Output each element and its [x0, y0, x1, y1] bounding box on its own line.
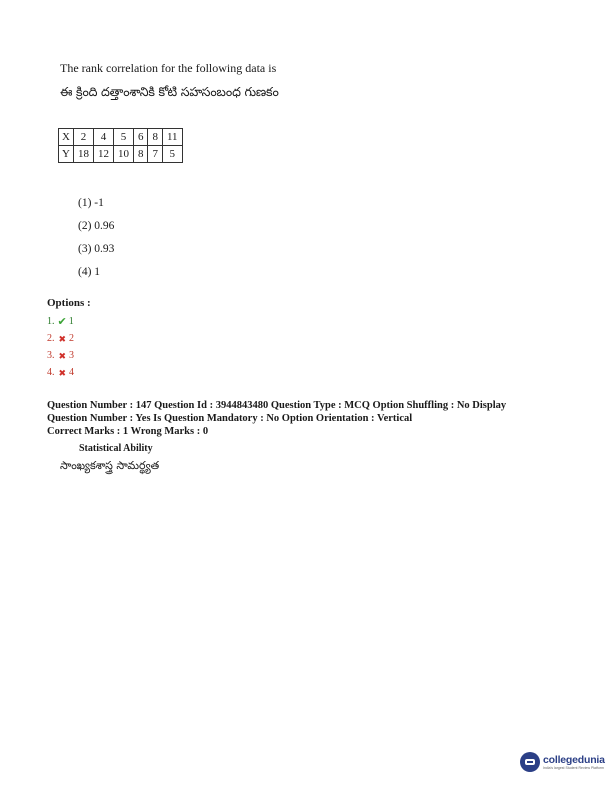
option-number: 4. [47, 366, 55, 378]
choice-item: (3) 0.93 [78, 243, 115, 255]
table-cell: 10 [113, 146, 133, 163]
table-cell: 12 [93, 146, 113, 163]
table-cell: 6 [133, 129, 148, 146]
subject-title-telugu: సాంఖ్యకశాస్త్ర సామర్థ్యత [60, 459, 160, 472]
cross-icon: ✖ [58, 367, 67, 378]
meta-line: Question Number : 147 Question Id : 3944843480 Question Type : MCQ Option Shuffling : No Display [47, 400, 507, 411]
answer-option-3 [47, 347, 74, 364]
data-table [58, 128, 183, 163]
answer-option-2 [47, 330, 74, 347]
choice-list [78, 195, 114, 287]
logo-name: collegedunia [543, 754, 605, 766]
table-row [59, 146, 183, 163]
table-cell: 8 [133, 146, 148, 163]
option-number: 1. [47, 315, 55, 327]
check-icon: ✔ [57, 315, 67, 328]
cross-icon: ✖ [58, 350, 67, 361]
option-value: 4 [69, 366, 75, 378]
option-value: 3 [69, 349, 75, 361]
table-cell: 4 [93, 129, 113, 146]
table-cell: 18 [73, 146, 93, 163]
option-value: 1 [68, 315, 74, 327]
table-cell: 5 [113, 129, 133, 146]
answer-option-1 [47, 313, 74, 330]
table-cell: 8 [148, 129, 163, 146]
question-text-telugu: ఈ క్రింది దత్తాంశానికి కోటి సహసంబంధ గుణకం [60, 84, 279, 99]
table-cell: 7 [148, 146, 163, 163]
table-row [59, 129, 183, 146]
choice-item: (2) 0.96 [78, 220, 115, 232]
meta-line: Correct Marks : 1 Wrong Marks : 0 [47, 426, 209, 437]
choice-item: (4) 1 [78, 266, 101, 278]
option-number: 2. [47, 332, 55, 344]
choice-item: (1) -1 [78, 197, 104, 209]
table-cell: 5 [162, 146, 182, 163]
options-label: Options : [47, 297, 91, 309]
logo-mascot-icon [520, 752, 540, 772]
answer-option-4 [47, 364, 74, 381]
logo-tagline: India's largest Student Review Platform [543, 766, 604, 770]
option-number: 3. [47, 349, 55, 361]
meta-line: Question Number : Yes Is Question Mandatory : No Option Orientation : Vertical [47, 413, 413, 424]
table-cell: 2 [73, 129, 93, 146]
answer-options [47, 313, 74, 381]
row-label: X [59, 129, 74, 146]
option-value: 2 [69, 332, 75, 344]
subject-title: Statistical Ability [79, 443, 153, 454]
question-meta [47, 399, 587, 438]
collegedunia-logo [520, 752, 605, 772]
table-cell: 11 [162, 129, 182, 146]
question-text: The rank correlation for the following data is [60, 61, 277, 75]
cross-icon: ✖ [58, 333, 67, 344]
row-label: Y [59, 146, 74, 163]
